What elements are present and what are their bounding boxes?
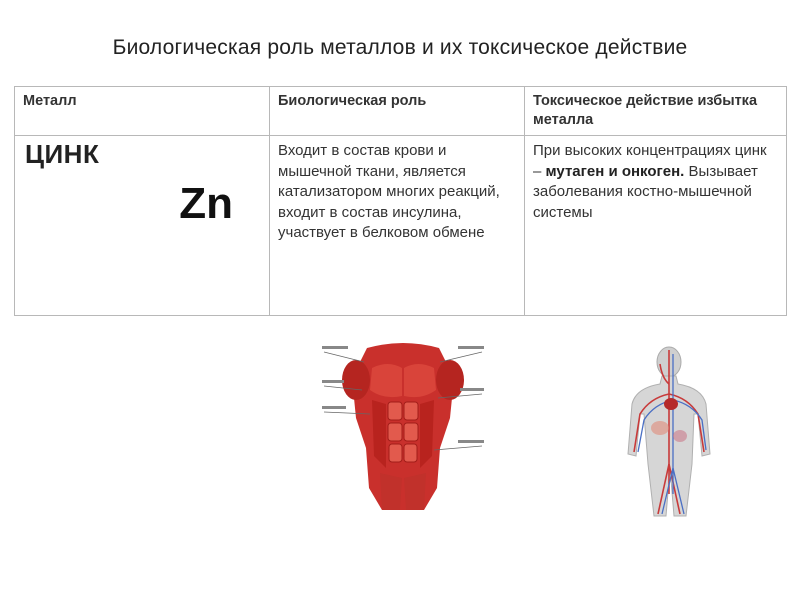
- circulatory-system-illustration: [610, 344, 728, 520]
- toxic-effect-cell: [525, 136, 787, 316]
- metal-name: ЦИНК: [25, 139, 100, 169]
- toxic-text-start: При высоких концентрациях цинк –: [533, 142, 767, 180]
- toxic-text-bold: мутаген и онкоген.: [545, 162, 685, 180]
- header-bio-role: Биологическая роль: [270, 87, 525, 136]
- header-metal: Металл: [15, 87, 270, 136]
- slide-title: Биологическая роль металлов и их токсическое действие: [112, 36, 688, 59]
- metal-symbol: Zn: [179, 179, 233, 228]
- table-header-row: [15, 87, 787, 136]
- muscle-anatomy-illustration: [322, 338, 484, 510]
- header-toxic-effect: Токсическое действие избытка металла: [525, 87, 787, 136]
- metals-table: [14, 86, 787, 316]
- metal-cell: [15, 136, 270, 316]
- bio-role-cell: Входит в состав крови и мышечной ткани, является катализатором многих реакций, входит в состав инсулина, участвует в белковом обмене: [270, 136, 525, 316]
- table-row: [15, 136, 787, 316]
- toxic-text-end: Вызывает заболевания костно-мышечной системы: [533, 162, 758, 221]
